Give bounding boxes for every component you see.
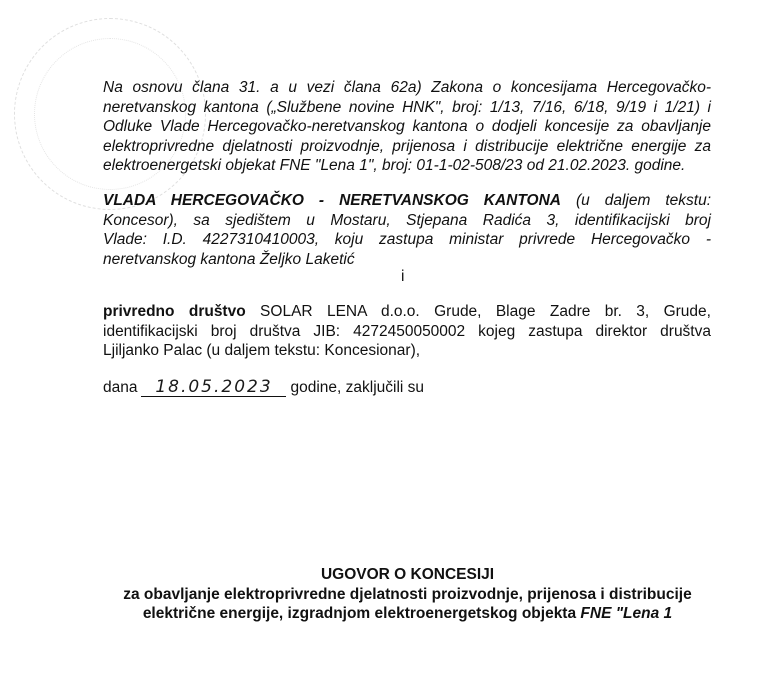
contract-subtitle-line: za obavljanje elektroprivredne djelatnosti proizvodnje, prijenosa i distribucije	[123, 585, 692, 603]
party-koncesionar-line1-rest: SOLAR LENA d.o.o. Grude, Blage Zadre br. 3, Grude,	[245, 303, 711, 320]
contract-subtitle-bold: električne energije, izgradnjom elektroenergetskog objekta	[142, 605, 581, 622]
party-koncesionar-line: Ljiljanko Palac (u daljem tekstu: Koncesionar),	[103, 342, 421, 359]
party-koncesor-first-line	[103, 191, 711, 211]
intro-paragraph	[103, 78, 711, 176]
conjunction: i	[401, 268, 405, 285]
intro-line: elektroenergetski objekat FNE "Lena 1", broj: 01-1-02-508/23 od 21.02.2023. godine.	[103, 157, 686, 174]
date-prefix: dana	[103, 379, 138, 396]
party-koncesor-paragraph	[103, 191, 711, 269]
intro-line: neretvanskog kantona („Službene novine HNK", broj: 1/13, 7/16, 6/18, 9/19 i 1/21) i	[103, 98, 711, 116]
party-koncesor-line: Vlade: I.D. 4227310410003, koju zastupa ministar privrede Hercegovačko -	[103, 231, 711, 248]
contract-subtitle-line	[100, 604, 715, 624]
contract-object-name: FNE "Lena 1	[580, 605, 673, 622]
date-suffix: godine, zaključili su	[290, 379, 425, 396]
handwritten-date: 18.05.2023	[141, 378, 286, 397]
party-koncesor-line: neretvanskog kantona Željko Laketić	[103, 250, 355, 268]
party-koncesor-line1-rest: (u daljem tekstu:	[561, 192, 711, 209]
party-koncesionar-first-line	[103, 302, 711, 322]
party-koncesionar-label: privredno društvo	[103, 303, 246, 320]
intro-line: elektroprivredne djelatnosti proizvodnje, prijenosa i distribucije električne energije za	[103, 137, 711, 155]
date-line	[103, 378, 424, 397]
party-koncesionar-line: identifikacijski broj društva JIB: 4272450050002 kojeg zastupa direktor društva	[103, 322, 711, 340]
intro-line: Na osnovu člana 31. a u vezi člana 62a) Zakona o koncesijama Hercegovačko-	[103, 79, 711, 96]
intro-line: Odluke Vlade Hercegovačko-neretvanskog kantona o dodjeli koncesije za obavljanje	[103, 118, 711, 135]
party-koncesor-name: VLADA HERCEGOVAČKO - NERETVANSKOG KANTONA	[103, 192, 561, 209]
party-koncesionar-paragraph	[103, 302, 711, 361]
contract-title	[100, 565, 715, 624]
contract-heading: UGOVOR O KONCESIJI	[320, 566, 495, 583]
party-koncesor-line: Koncesor), sa sjedištem u Mostaru, Stjepana Radića 3, identifikacijski broj	[103, 211, 711, 229]
